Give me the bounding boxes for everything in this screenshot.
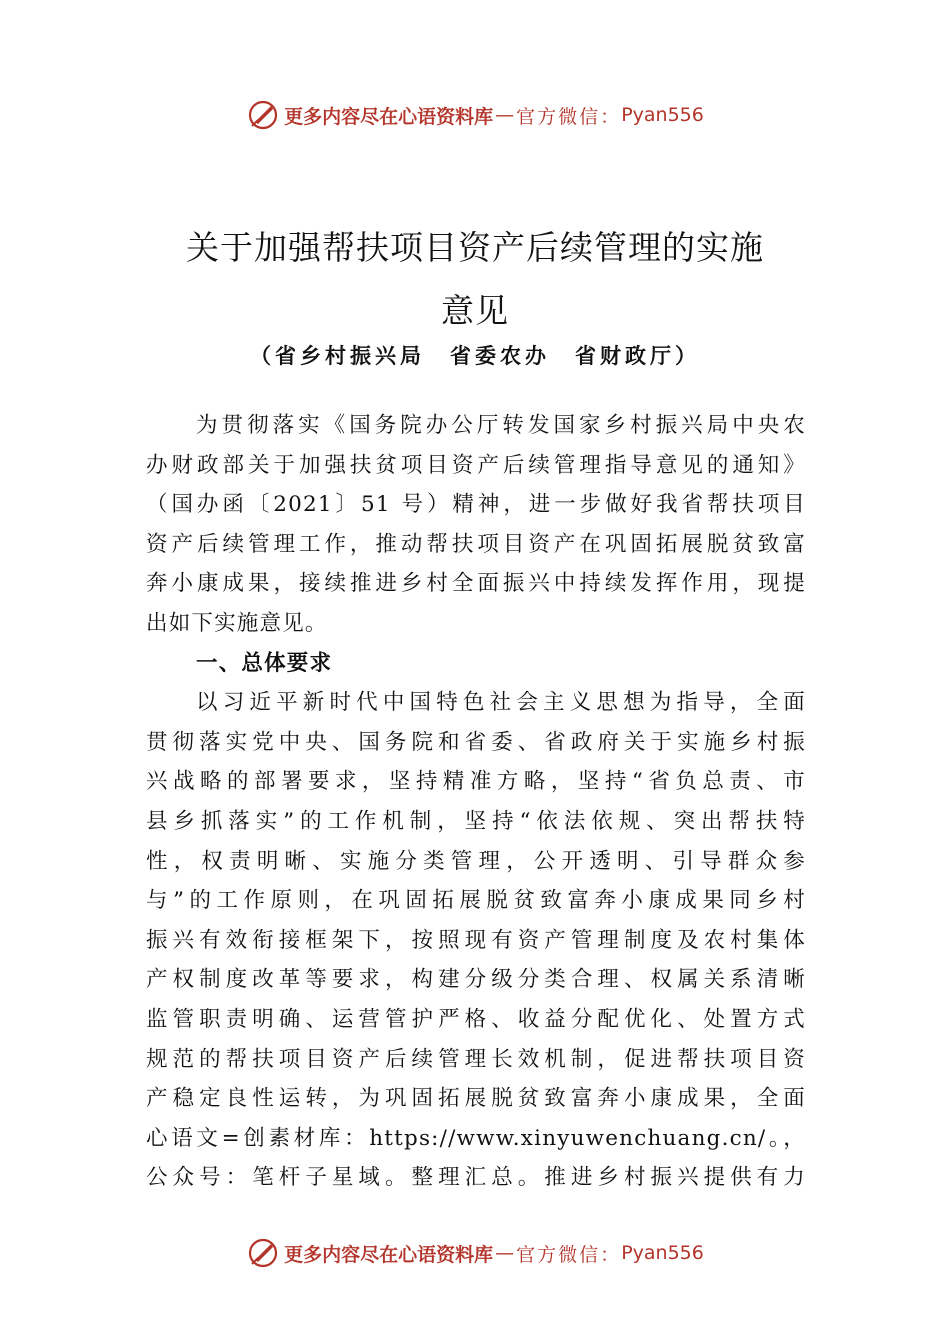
text-line: 产稳定良性运转，为巩固拓展脱贫致富奔小康成果，全面 <box>146 1086 806 1112</box>
text-line: 贯彻落实党中央、国务院和省委、省政府关于实施乡村振 <box>146 729 806 755</box>
header-banner <box>0 95 950 135</box>
banner-wechat-label: 官方微信： <box>516 105 622 128</box>
text-line: 奔小康成果，接续推进乡村全面振兴中持续发挥作用，现提 <box>146 571 806 597</box>
text-line: 出如下实施意见。 <box>146 610 328 636</box>
text-line: 心语文=创素材库：https://www.xinyuwenchuang.cn/。， <box>146 1125 806 1151</box>
text-line: 监管职责明确、运营管护严格、收益分配优化、处置方式 <box>146 1006 806 1032</box>
text-line: 兴战略的部署要求，坚持精准方略，坚持“省负总责、市 <box>146 769 806 795</box>
text-line: 性，权责明晰、实施分类管理，公开透明、引导群众参 <box>146 848 806 874</box>
banner-dash: — <box>495 1242 515 1264</box>
banner-dash: — <box>495 104 515 126</box>
section-heading: 一、总体要求 <box>196 650 333 676</box>
text-line: 资产后续管理工作，推动帮扶项目资产在巩固拓展脱贫致富 <box>146 531 806 557</box>
document-title-line2: 意见 <box>441 291 509 330</box>
banner-text: 更多内容尽在心语资料库 <box>284 105 494 128</box>
document-title-line1: 关于加强帮扶项目资产后续管理的实施 <box>186 228 764 267</box>
banner-text: 更多内容尽在心语资料库 <box>284 1243 494 1266</box>
quill-logo-icon <box>246 1236 280 1270</box>
text-line: 以习近平新时代中国特色社会主义思想为指导，全面 <box>196 690 806 716</box>
text-line: 规范的帮扶项目资产后续管理长效机制，促进帮扶项目资 <box>146 1046 806 1072</box>
footer-banner <box>0 1233 950 1273</box>
banner-wechat-id: Pyan556 <box>621 104 704 126</box>
text-line: 公众号：笔杆子星域。整理汇总。推进乡村振兴提供有力 <box>146 1165 806 1191</box>
document-issuers: （省乡村振兴局 省委农办 省财政厅） <box>250 344 700 368</box>
banner-wechat-id: Pyan556 <box>621 1242 704 1264</box>
text-line: 县乡抓落实”的工作机制，坚持“依法依规、突出帮扶特 <box>146 808 806 834</box>
text-line: 振兴有效衔接框架下，按照现有资产管理制度及农村集体 <box>146 927 806 953</box>
text-line: 为贯彻落实《国务院办公厅转发国家乡村振兴局中央农 <box>196 413 806 438</box>
quill-logo-icon <box>246 98 280 132</box>
text-line: 办财政部关于加强扶贫项目资产后续管理指导意见的通知》 <box>146 452 806 478</box>
banner-wechat-label: 官方微信： <box>516 1243 622 1266</box>
document-body <box>146 406 806 1198</box>
text-line: 产权制度改革等要求，构建分级分类合理、权属关系清晰 <box>146 967 806 993</box>
text-line: （国办函〔2021〕51 号）精神，进一步做好我省帮扶项目 <box>146 492 806 518</box>
text-line: 与”的工作原则，在巩固拓展脱贫致富奔小康成果同乡村 <box>146 888 806 914</box>
